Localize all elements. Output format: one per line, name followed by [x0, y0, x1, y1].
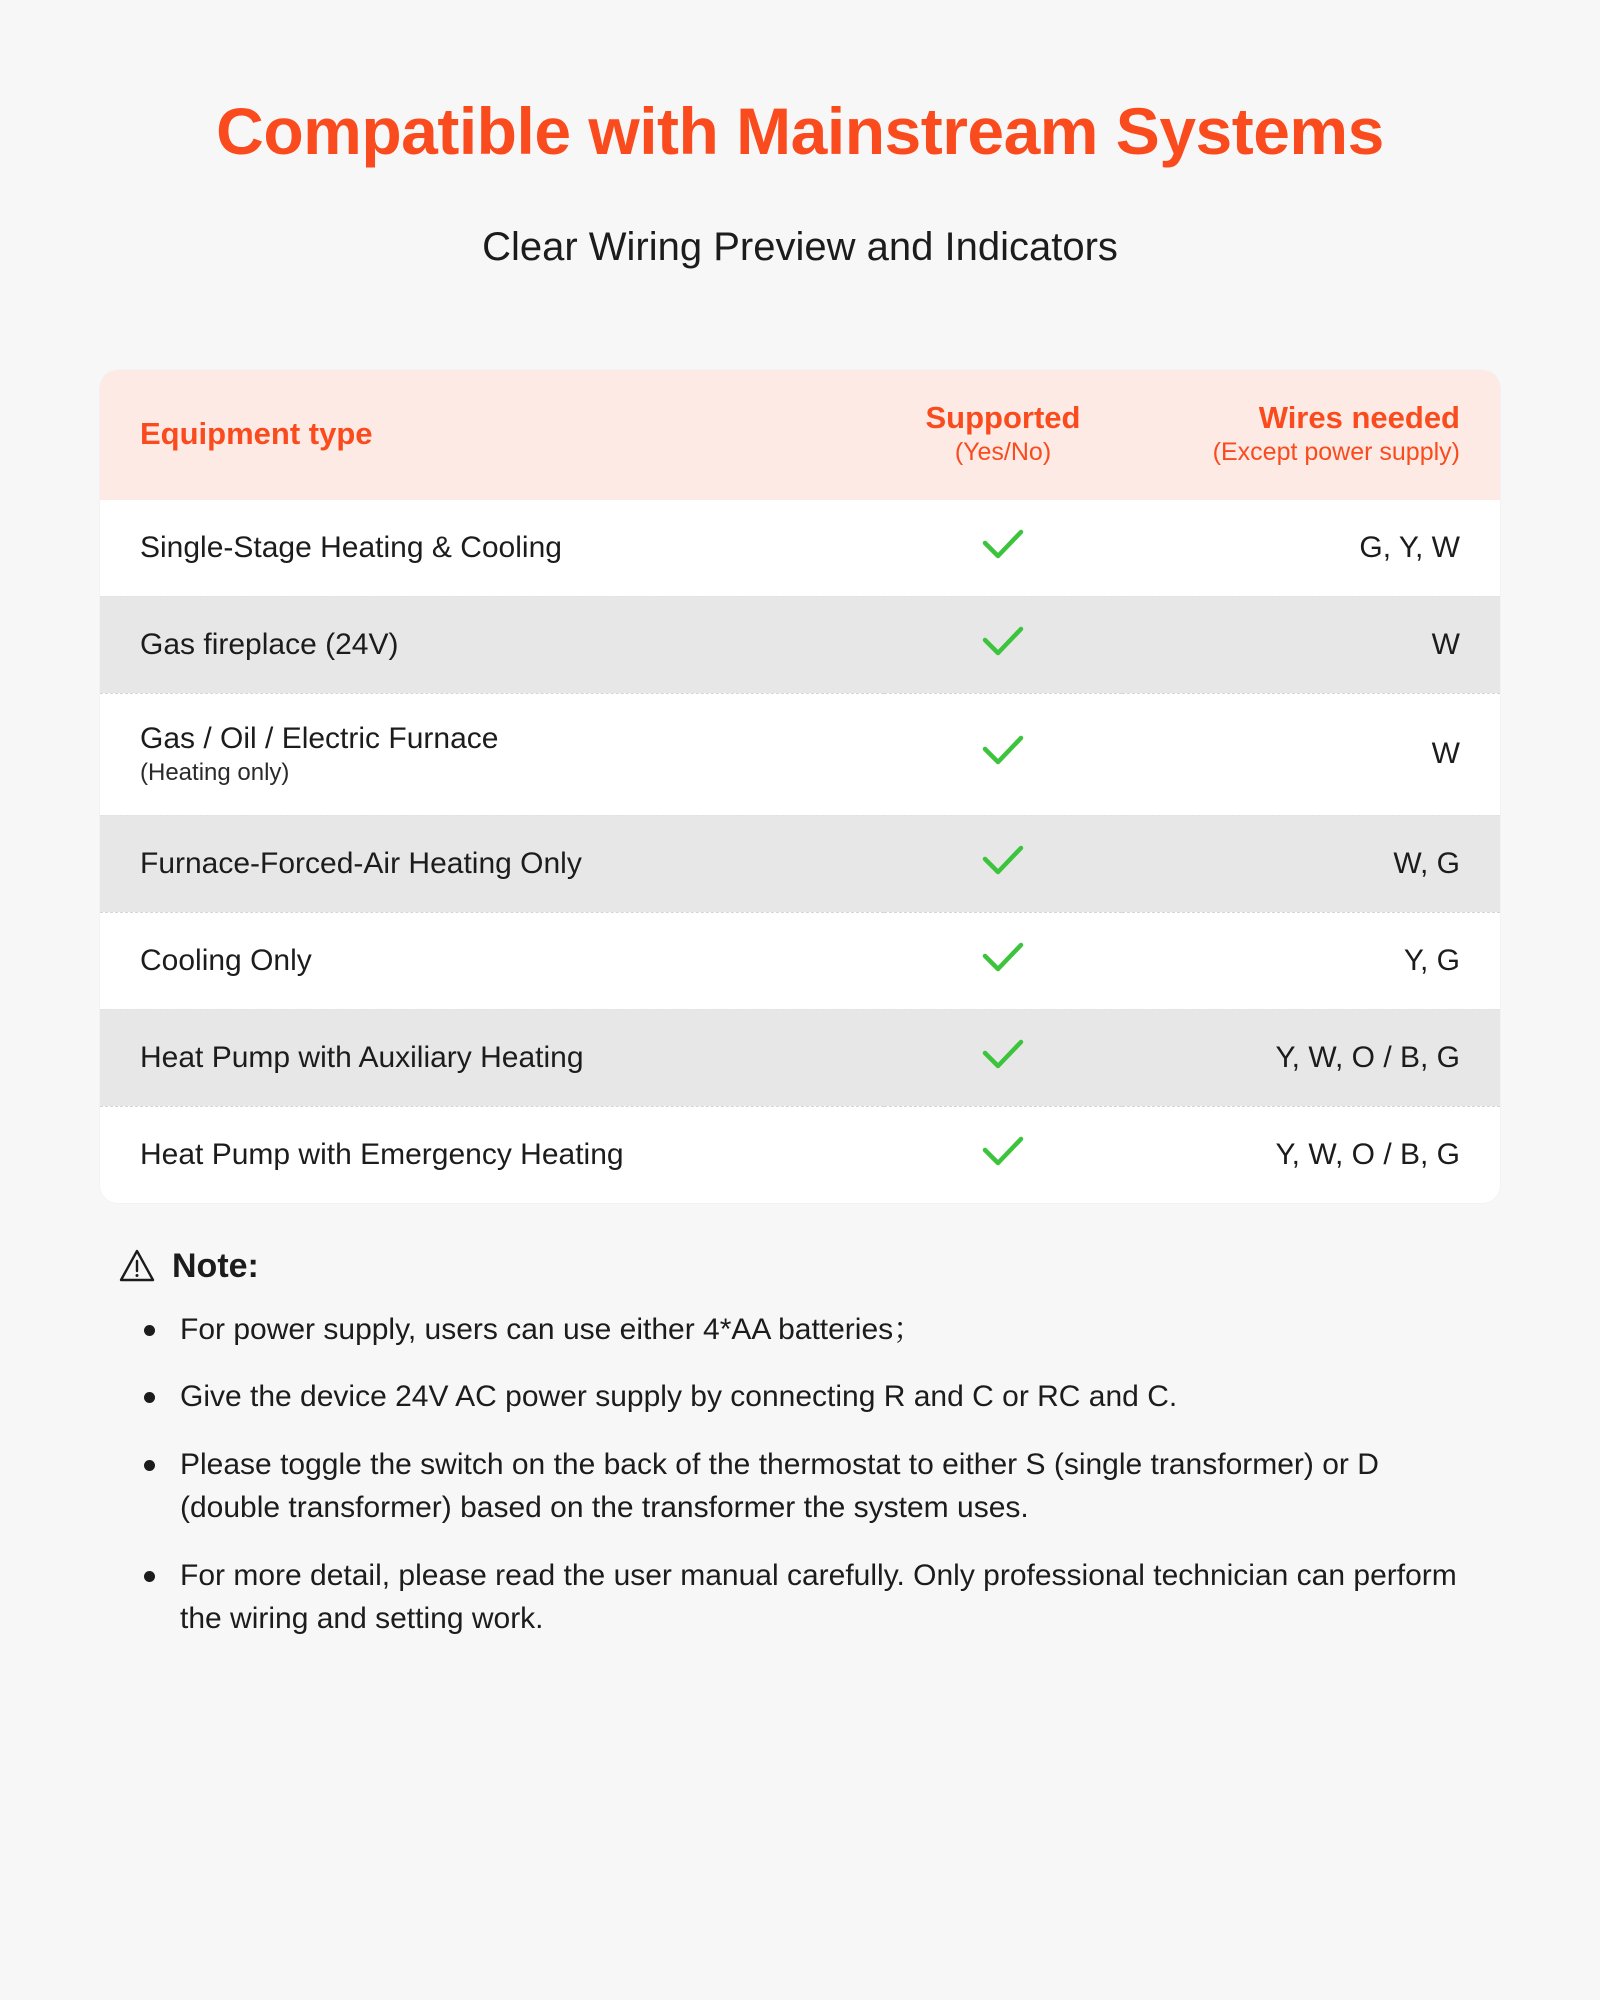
cell-equipment: [100, 596, 884, 693]
warning-triangle-icon: [118, 1247, 156, 1285]
equipment-name: Gas / Oil / Electric Furnace: [140, 721, 499, 755]
table-header-row: [100, 370, 1500, 500]
column-header-wires-sub: (Except power supply): [1212, 438, 1460, 467]
check-icon: [981, 940, 1025, 974]
page-subtitle: Clear Wiring Preview and Indicators: [482, 224, 1118, 269]
list-item: Please toggle the switch on the back of the thermostat to either S (single transformer) or D (double transformer) based on the transformer the system uses.: [118, 1443, 1482, 1530]
list-item: For power supply, users can use either 4*AA batteries；: [118, 1308, 1482, 1352]
table-row: [100, 1009, 1500, 1106]
cell-equipment: [100, 912, 884, 1009]
compatibility-table-card: [100, 370, 1500, 1203]
equipment-note: (Heating only): [140, 758, 290, 786]
equipment-name: Furnace-Forced-Air Heating Only: [140, 846, 582, 880]
compatibility-table: [100, 370, 1500, 1203]
table-header: [100, 370, 1500, 500]
table-row: [100, 500, 1500, 597]
check-icon: [981, 527, 1025, 561]
table-row: [100, 1106, 1500, 1203]
cell-wires: Y, W, O / B, G: [1122, 1009, 1500, 1106]
check-icon: [981, 1134, 1025, 1168]
cell-equipment: [100, 693, 884, 815]
cell-wires: Y, G: [1122, 912, 1500, 1009]
cell-equipment: [100, 815, 884, 912]
table-body: [100, 500, 1500, 1203]
cell-supported: [884, 693, 1122, 815]
cell-equipment: [100, 500, 884, 597]
column-header-wires-label: Wires needed: [1258, 399, 1460, 435]
cell-wires: G, Y, W: [1122, 500, 1500, 597]
check-icon: [981, 624, 1025, 658]
note-list: [118, 1308, 1482, 1641]
note-section: [100, 1247, 1500, 1641]
table-row: [100, 815, 1500, 912]
equipment-name: Heat Pump with Auxiliary Heating: [140, 1040, 584, 1074]
column-header-wires: [1122, 370, 1500, 500]
column-header-supported-label: Supported: [925, 399, 1081, 435]
cell-supported: [884, 815, 1122, 912]
equipment-name: Single-Stage Heating & Cooling: [140, 530, 562, 564]
check-icon: [981, 843, 1025, 877]
cell-supported: [884, 912, 1122, 1009]
column-header-supported-sub: (Yes/No): [954, 438, 1052, 467]
equipment-name: Heat Pump with Emergency Heating: [140, 1137, 624, 1171]
equipment-name: Gas fireplace (24V): [140, 627, 399, 661]
cell-wires: W, G: [1122, 815, 1500, 912]
page-title: Compatible with Mainstream Systems: [216, 94, 1384, 168]
cell-supported: [884, 596, 1122, 693]
column-header-equipment-label: Equipment type: [140, 415, 373, 451]
check-icon: [981, 733, 1025, 767]
column-header-supported: [884, 370, 1122, 500]
list-item: Give the device 24V AC power supply by connecting R and C or RC and C.: [118, 1375, 1482, 1419]
table-row: [100, 693, 1500, 815]
list-item: For more detail, please read the user manual carefully. Only professional technician can perform the wiring and setting work.: [118, 1554, 1482, 1641]
cell-wires: Y, W, O / B, G: [1275, 1137, 1460, 1171]
table-row: [100, 596, 1500, 693]
column-header-equipment: [100, 370, 884, 500]
cell-supported: [884, 1106, 1122, 1203]
equipment-name: Cooling Only: [140, 943, 312, 977]
note-header: [118, 1247, 1482, 1286]
cell-equipment: [100, 1106, 884, 1203]
cell-supported: [884, 500, 1122, 597]
cell-wires: W: [1122, 693, 1500, 815]
table-row: [100, 912, 1500, 1009]
cell-wires: W: [1122, 596, 1500, 693]
note-title: Note:: [172, 1246, 259, 1285]
check-icon: [981, 1037, 1025, 1071]
cell-supported: [884, 1009, 1122, 1106]
cell-equipment: [100, 1009, 884, 1106]
